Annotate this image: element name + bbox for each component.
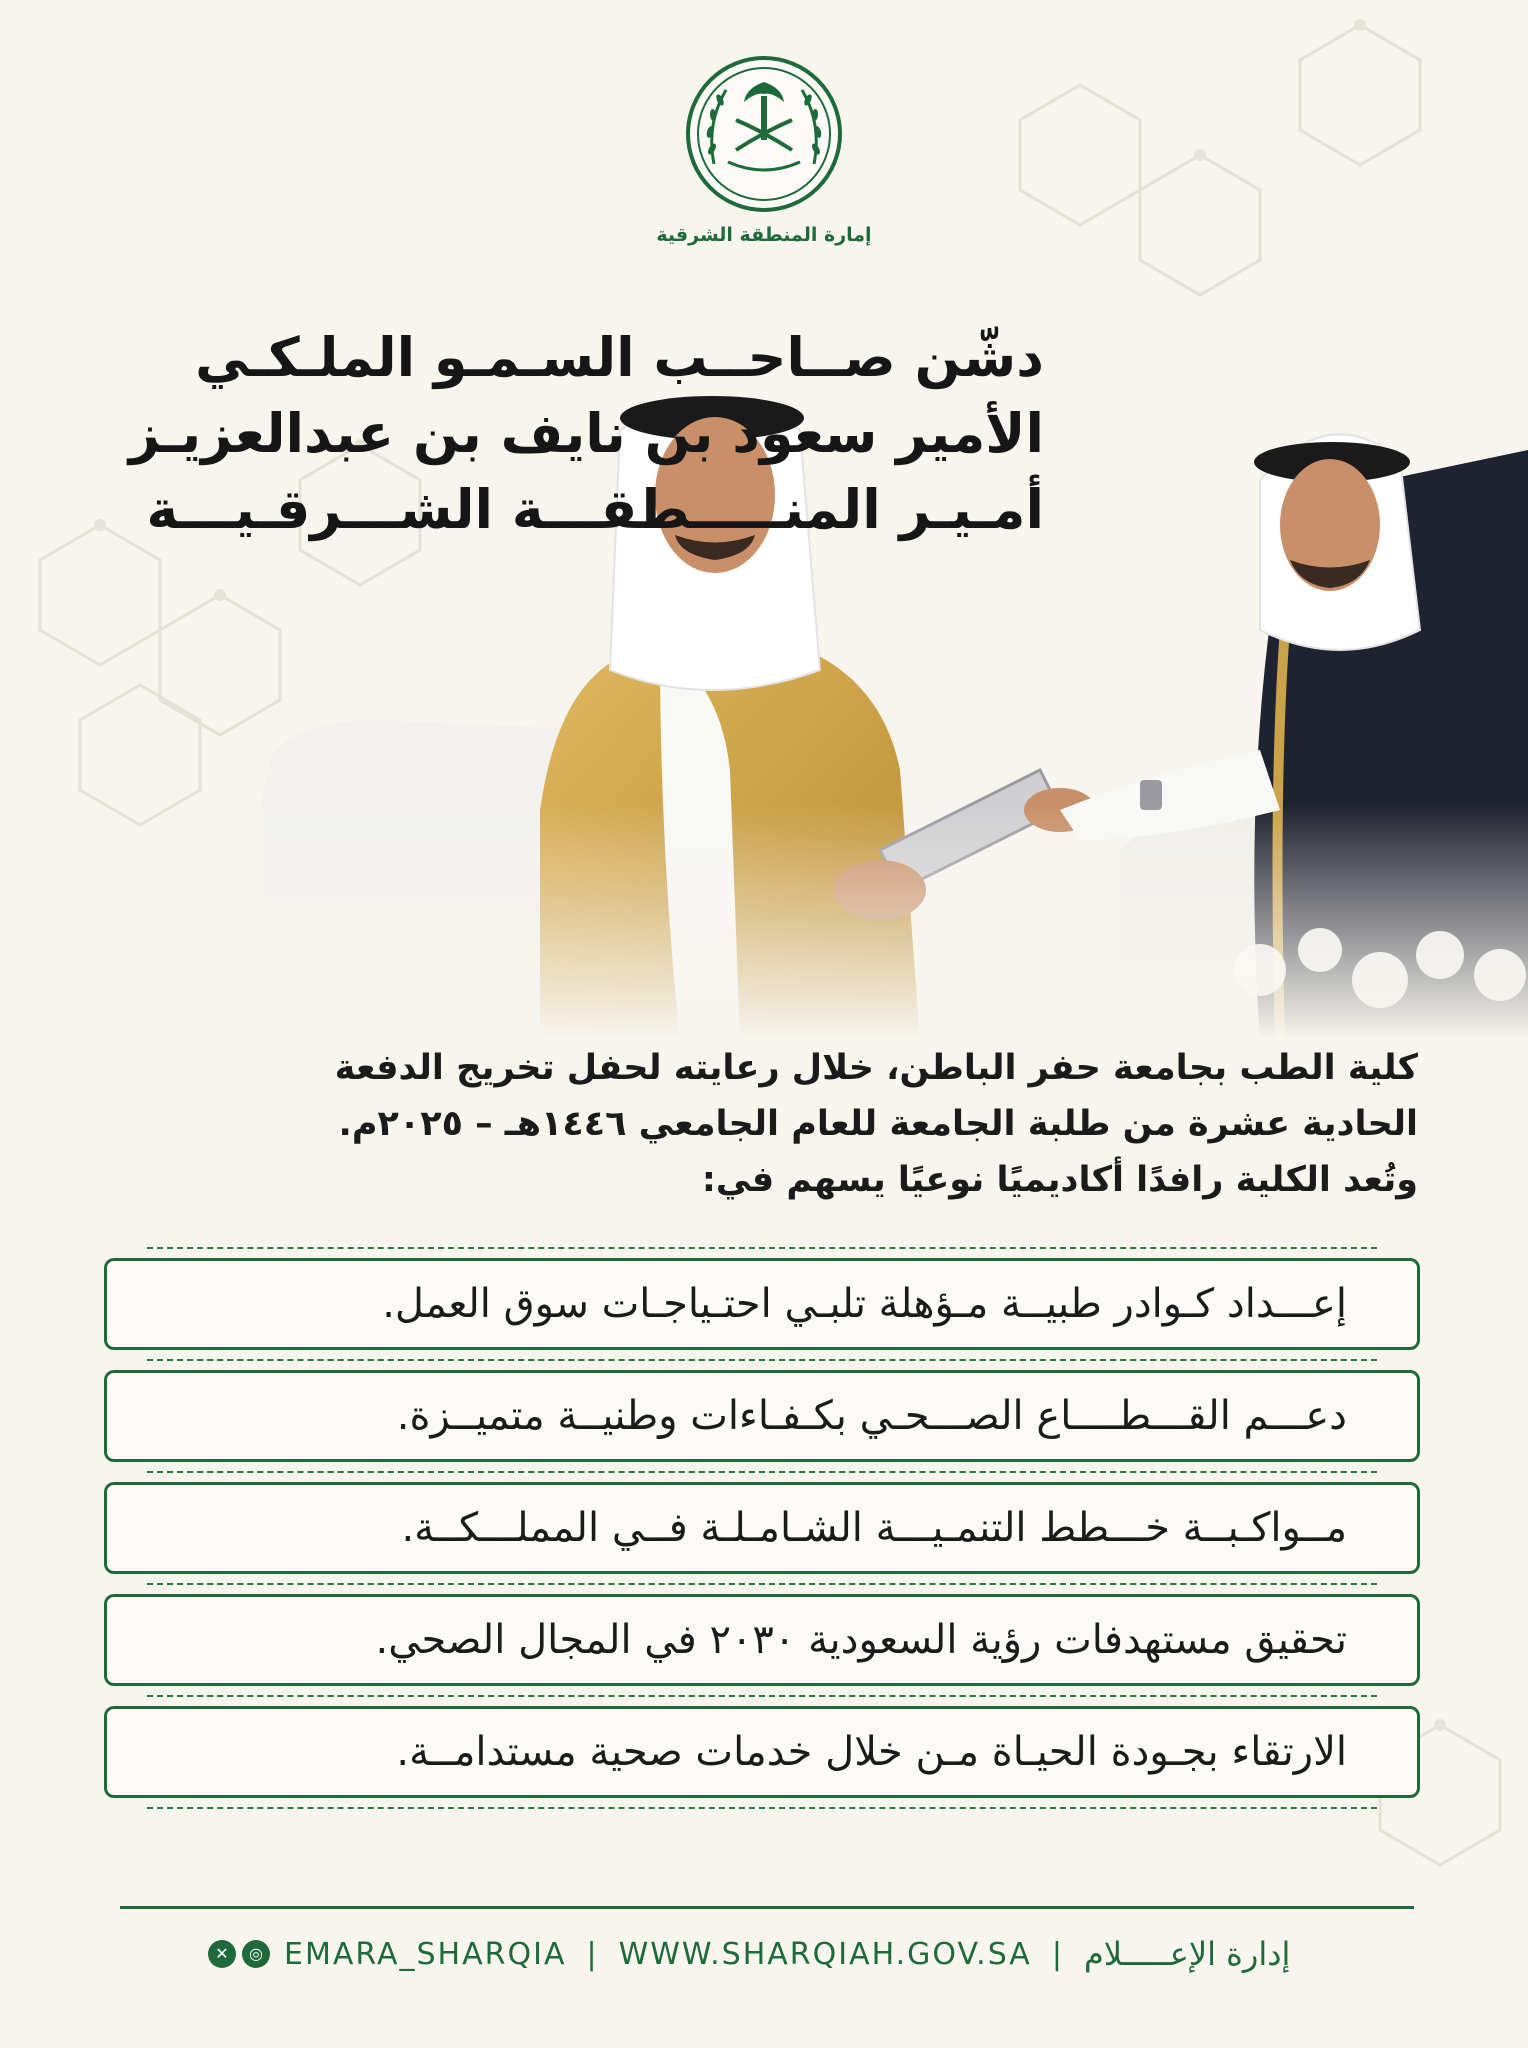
social-handle[interactable]: EMARA_SHARQIA bbox=[284, 1936, 567, 1972]
footer bbox=[208, 1934, 1328, 1974]
intro-line-3: وتُعد الكلية رافدًا أكاديميًا نوعيًا يسهم في: bbox=[701, 1160, 1418, 1200]
point-item bbox=[104, 1370, 1420, 1462]
footer-separator: | bbox=[586, 1936, 599, 1972]
emblem-caption: إمارة المنطقة الشرقية bbox=[656, 224, 872, 246]
department-label: إدارة الإعـــــلام bbox=[1083, 1935, 1291, 1973]
intro-paragraph bbox=[78, 1040, 1418, 1208]
point-text: دعـــم القـــطــــاع الصـــحـي بكـفـاءات وطنيــة متميــزة. bbox=[396, 1393, 1347, 1439]
headline-line-3: أمـيـر المنـــــطقـــة الشـــرقـيـــة bbox=[146, 478, 1044, 541]
point-text: تحقيق مستهدفات رؤية السعودية ٢٠٣٠ في المجال الصحي. bbox=[375, 1617, 1347, 1663]
footer-divider bbox=[120, 1906, 1414, 1909]
instagram-icon[interactable]: ◎ bbox=[242, 1940, 270, 1968]
point-item bbox=[104, 1482, 1420, 1574]
points-list bbox=[104, 1258, 1420, 1818]
intro-line-1: كلية الطب بجامعة حفر الباطن، خلال رعايته لحفل تخريج الدفعة bbox=[334, 1048, 1418, 1088]
point-item bbox=[104, 1706, 1420, 1798]
website-link[interactable]: WWW.SHARQIAH.GOV.SA bbox=[618, 1936, 1032, 1972]
headline-line-2: الأمير سعود بن نايف بن عبدالعزيـز bbox=[128, 402, 1044, 465]
point-text: الارتقاء بجـودة الحيـاة مـن خلال خدمات صحية مستدامــة. bbox=[396, 1729, 1347, 1775]
footer-separator: | bbox=[1051, 1936, 1064, 1972]
social-icons bbox=[208, 1940, 270, 1968]
headline-line-1: دشّن صــاحــب السـمـو الملـكـي bbox=[195, 326, 1044, 389]
headline bbox=[128, 320, 1044, 548]
point-text: مــواكـبــة خـــطط التنمـيـــة الشـامـلـة فــي المملـــكــة. bbox=[401, 1505, 1347, 1551]
point-item bbox=[104, 1594, 1420, 1686]
emara-emblem-icon bbox=[684, 54, 844, 214]
point-item bbox=[104, 1258, 1420, 1350]
point-text: إعـــداد كـوادر طبيــة مـؤهلة تلبـي احتـياجـات سوق العمل. bbox=[382, 1281, 1347, 1327]
intro-line-2: الحادية عشرة من طلبة الجامعة للعام الجامعي ١٤٤٦هـ – ٢٠٢٥م. bbox=[338, 1104, 1418, 1144]
x-icon[interactable]: ✕ bbox=[208, 1940, 236, 1968]
